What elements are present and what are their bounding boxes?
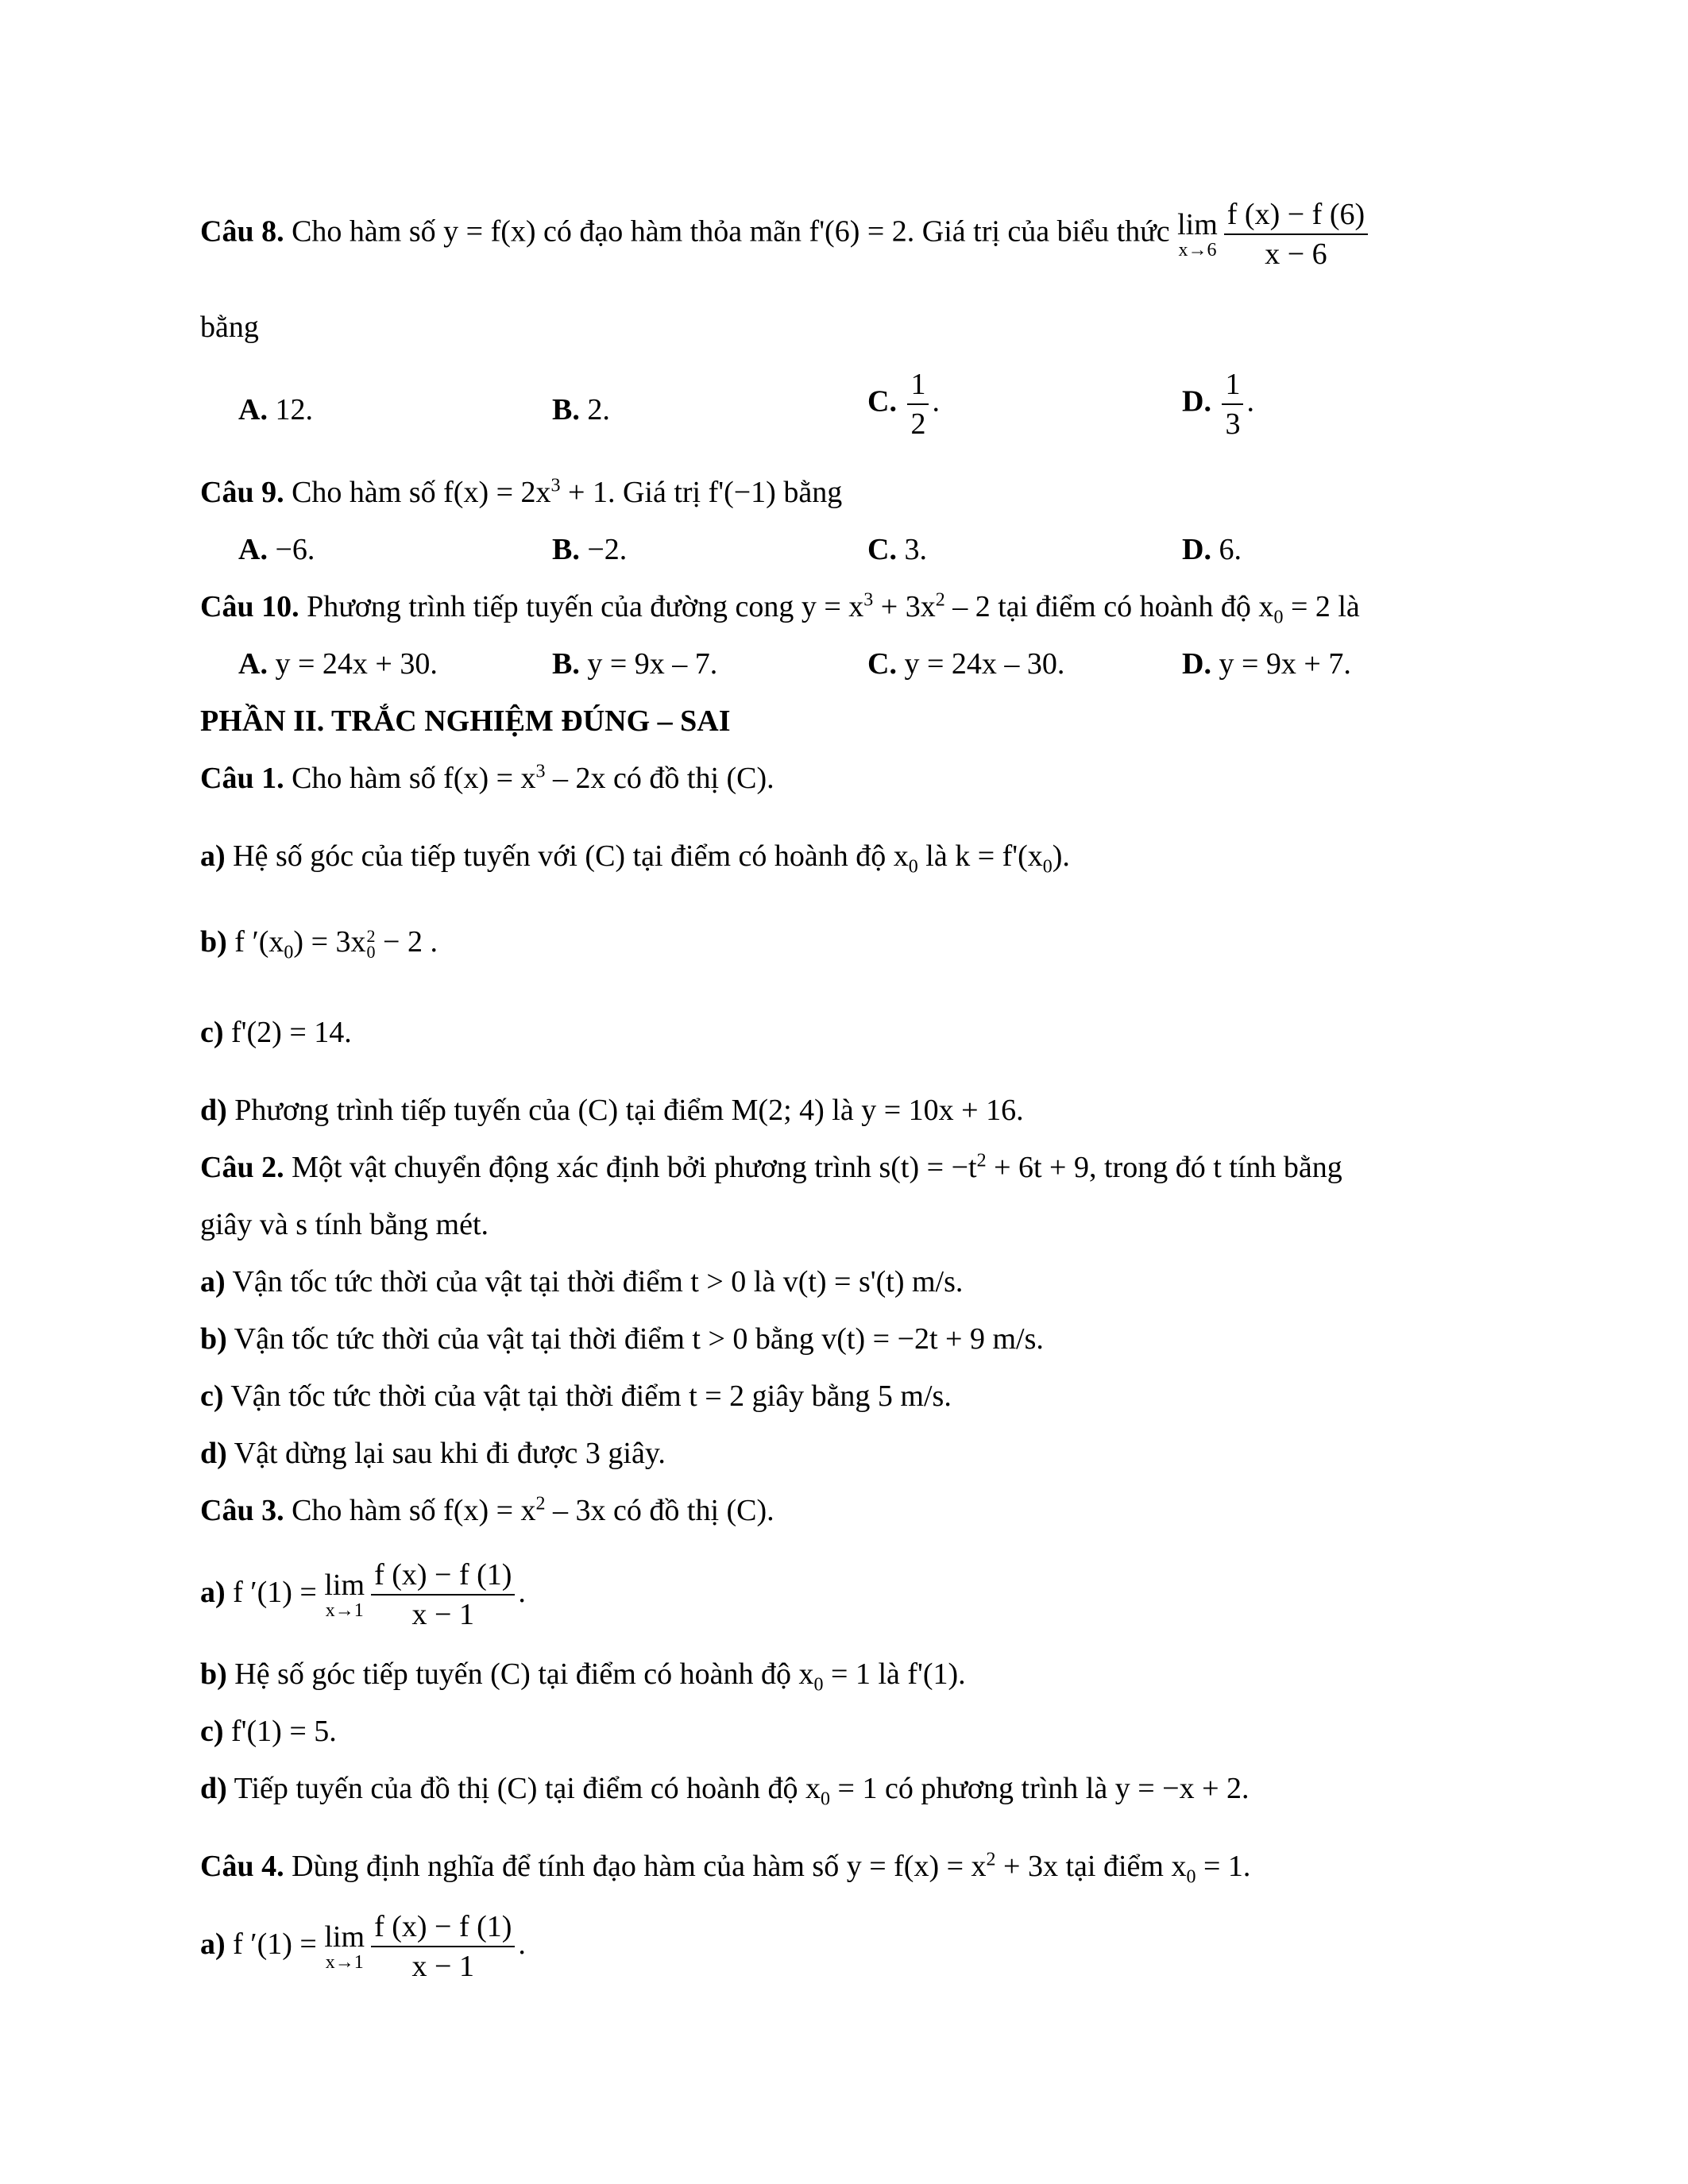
q9-option-d[interactable]: D. 6. bbox=[1182, 533, 1242, 566]
q10-option-b[interactable]: B. y = 9x – 7. bbox=[552, 647, 718, 681]
c2-statement-d: d) Vật dừng lại sau khi đi được 3 giây. bbox=[200, 1437, 666, 1470]
c1-statement-d: d) Phương trình tiếp tuyến của (C) tại điểm M(2; 4) là y = 10x + 16. bbox=[200, 1094, 1024, 1127]
c2-statement-a: a) Vận tốc tức thời của vật tại thời điểm t > 0 là v(t) = s'(t) m/s. bbox=[200, 1265, 964, 1298]
q8-limit-fraction: $\frac{f (x) - f (6)}{x - 6}$ bbox=[1224, 197, 1368, 272]
c1-statement-c: c) f'(2) = 14. bbox=[200, 1016, 352, 1049]
q9-stem: Câu 9. Cho hàm số $f(x) = 2x^3 + 1$. Giá trị f'(−1) bằng bbox=[200, 475, 843, 509]
q9-option-b[interactable]: B. −2. bbox=[552, 533, 628, 566]
q9-option-c[interactable]: C. 3. bbox=[867, 533, 927, 566]
c2-stem-line2: giây và s tính bằng mét. bbox=[200, 1208, 489, 1241]
c3-statement-c: c) f'(1) = 5. bbox=[200, 1715, 337, 1748]
c4-statement-a: a) f ′(1) = lim x→1 $\frac{f (x) - f (1)}{x - 1}$ . bbox=[200, 1910, 526, 1984]
q10-option-a[interactable]: A. y = 24x + 30. bbox=[238, 647, 438, 681]
q10-option-c[interactable]: C. y = 24x – 30. bbox=[867, 647, 1065, 681]
q8-stem bbox=[200, 197, 1371, 272]
c2-stem: Câu 2. Một vật chuyển động xác định bởi phương trình $s(t) = -t^2 + 6t + 9$, trong đó t tính bằng bbox=[200, 1150, 1342, 1184]
q8-option-d[interactable]: D. $\frac{1}{3}$ . bbox=[1182, 368, 1254, 441]
section-title: PHẦN II. TRẮC NGHIỆM ĐÚNG – SAI bbox=[200, 704, 731, 738]
q8-option-b[interactable]: B. 2. bbox=[552, 393, 610, 426]
q8-label: Câu 8. bbox=[200, 214, 284, 249]
c4-stem: Câu 4. Dùng định nghĩa để tính đạo hàm của hàm số $y = f(x) = x^2 + 3x$ tại điểm $x_0 = 1$. bbox=[200, 1849, 1251, 1888]
q8-option-c[interactable]: C. $\frac{1}{2}$ . bbox=[867, 368, 940, 441]
c2-statement-c: c) Vận tốc tức thời của vật tại thời điểm t = 2 giây bằng 5 m/s. bbox=[200, 1379, 952, 1413]
q8-text: Cho hàm số y = f(x) có đạo hàm thỏa mãn f'(6) = 2. Giá trị của biểu thức bbox=[292, 214, 1170, 249]
q8-limit: lim x→6 bbox=[1177, 208, 1218, 260]
c3-statement-a: a) f ′(1) = lim x→1 $\frac{f (x) - f (1)}{x - 1}$ . bbox=[200, 1558, 526, 1632]
q8-option-a[interactable]: A. 12. bbox=[238, 393, 313, 426]
q9-option-a[interactable]: A. −6. bbox=[238, 533, 315, 566]
c3-stem: Câu 3. Cho hàm số $f(x) = x^2 - 3x$ có đồ thị (C). bbox=[200, 1493, 774, 1527]
q10-option-d[interactable]: D. y = 9x + 7. bbox=[1182, 647, 1351, 681]
c2-statement-b: b) Vận tốc tức thời của vật tại thời điểm t > 0 bằng v(t) = −2t + 9 m/s. bbox=[200, 1322, 1044, 1356]
q9-label: Câu 9. bbox=[200, 476, 284, 509]
q10-stem: Câu 10. Phương trình tiếp tuyến của đường cong $y = x^3 + 3x^2 - 2$ tại điểm có hoành độ $x_0 = 2$ là bbox=[200, 589, 1360, 628]
c1-statement-b: b) f $'(x_0) = 3x$ 2 0 − 2 . bbox=[200, 925, 438, 963]
c1-statement-a: a) Hệ số góc của tiếp tuyến với (C) tại điểm có hoành độ $x_0$ là $k = f'(x_0)$. bbox=[200, 839, 1070, 878]
c3-statement-d: d) Tiếp tuyến của đồ thị (C) tại điểm có hoành độ $x_0 = 1$ có phương trình là y = −x + 2. bbox=[200, 1772, 1250, 1810]
c3-statement-b: b) Hệ số góc tiếp tuyến (C) tại điểm có hoành độ $x_0 = 1$ là f'(1). bbox=[200, 1657, 966, 1696]
q8-tail: bằng bbox=[200, 311, 259, 344]
c1-stem: Câu 1. Cho hàm số $f(x) = x^3 - 2x$ có đồ thị (C). bbox=[200, 761, 774, 795]
q10-label: Câu 10. bbox=[200, 590, 299, 623]
